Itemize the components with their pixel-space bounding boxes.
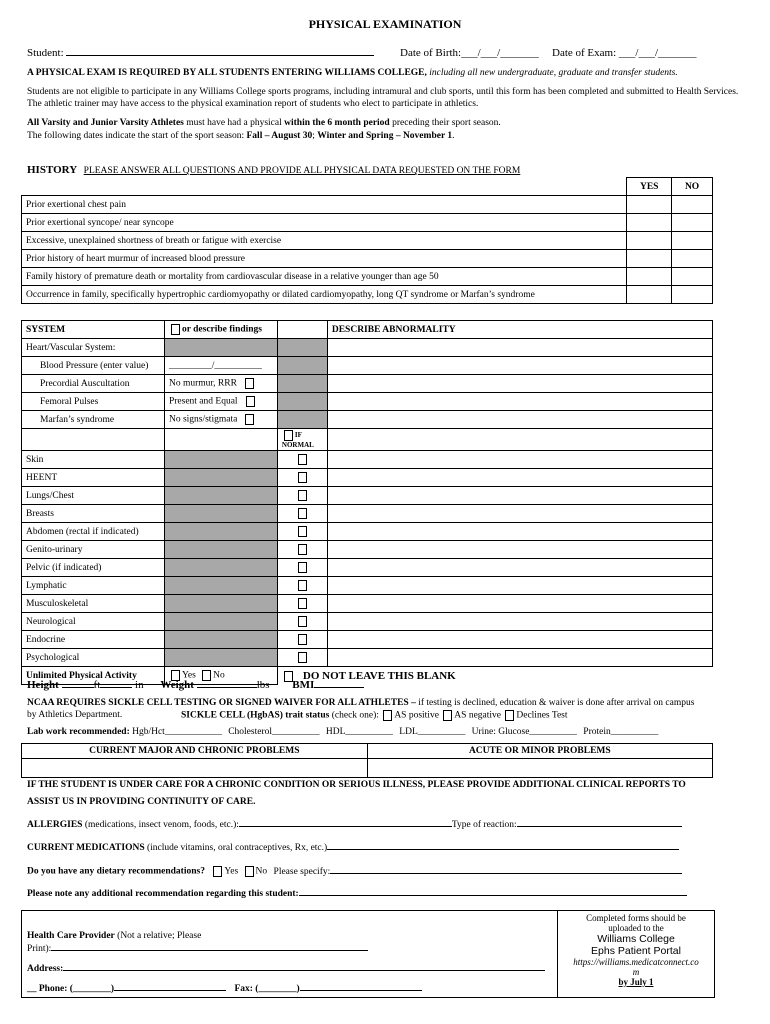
provider-label bbox=[27, 931, 201, 941]
dietary-no: No bbox=[255, 866, 268, 877]
weight-label: Weight bbox=[160, 679, 194, 691]
gray-cell bbox=[164, 613, 277, 631]
history-question: Excessive, unexplained shortness of breath or fatigue with exercise bbox=[22, 232, 627, 250]
gray-cell bbox=[164, 469, 277, 487]
checkbox-icon[interactable] bbox=[298, 580, 307, 591]
precordial-value: No murmur, RRR bbox=[168, 378, 237, 389]
checkbox-icon[interactable] bbox=[443, 710, 452, 721]
sickle-bold: SICKLE CELL (HgbAS) trait status bbox=[181, 710, 330, 721]
system-row bbox=[22, 559, 713, 577]
lab-hgb[interactable]: Hgb/Hct____________ bbox=[132, 727, 222, 737]
abnormality-cell[interactable] bbox=[327, 393, 712, 411]
phone-input[interactable] bbox=[114, 990, 226, 991]
medications-label: CURRENT MEDICATIONS bbox=[27, 843, 145, 853]
allergies-label: ALLERGIES bbox=[27, 820, 83, 830]
activity-label: Unlimited Physical Activity bbox=[22, 667, 165, 685]
gray-cell bbox=[277, 339, 327, 357]
activity-no: No bbox=[213, 670, 225, 681]
phone-fax bbox=[27, 984, 422, 994]
marfan-label: Marfan’s syndrome bbox=[22, 411, 165, 429]
system-label: Abdomen (rectal if indicated) bbox=[22, 523, 165, 541]
acute-header: ACUTE OR MINOR PROBLEMS bbox=[367, 744, 712, 759]
system-row bbox=[22, 649, 713, 667]
weight-input[interactable] bbox=[197, 687, 257, 688]
history-row bbox=[22, 214, 713, 232]
gray-cell bbox=[164, 523, 277, 541]
abnormality-cell[interactable] bbox=[327, 451, 712, 469]
varsity-bold2: within the 6 month period bbox=[284, 118, 390, 128]
system-row bbox=[22, 631, 713, 649]
checkbox-icon bbox=[284, 430, 293, 441]
ncaa-normal: if testing is declined, education & waiver is done after arrival on campus bbox=[415, 698, 695, 708]
abnormality-cell[interactable] bbox=[327, 559, 712, 577]
history-yes-cell[interactable] bbox=[627, 214, 672, 232]
provider-print-label: Print): bbox=[27, 944, 52, 954]
normal-check-cell[interactable] bbox=[277, 559, 327, 577]
provider-print bbox=[27, 944, 368, 954]
upload-line1: Completed forms should be bbox=[586, 913, 686, 923]
normal-check-cell[interactable] bbox=[277, 541, 327, 559]
abnormality-cell[interactable] bbox=[327, 595, 712, 613]
gray-cell bbox=[164, 541, 277, 559]
system-label: Psychological bbox=[22, 649, 165, 667]
blank-cell bbox=[22, 429, 165, 451]
varsity-mid: must have had a physical bbox=[183, 118, 285, 128]
normal-check-cell[interactable] bbox=[277, 577, 327, 595]
provider-rest: (Not a relative; Please bbox=[114, 931, 202, 941]
provider-name-input[interactable] bbox=[51, 950, 368, 951]
gray-cell bbox=[164, 631, 277, 649]
season-dates bbox=[27, 131, 752, 141]
sickle-check-label: (check one): bbox=[331, 710, 379, 721]
history-no-cell[interactable] bbox=[672, 214, 713, 232]
upload-line3: Williams College bbox=[597, 933, 675, 945]
normal-check-cell[interactable] bbox=[277, 523, 327, 541]
medications-input[interactable] bbox=[327, 849, 679, 850]
lbs-label: lbs bbox=[256, 679, 270, 691]
system-table bbox=[21, 320, 713, 685]
provider-box bbox=[21, 910, 715, 998]
gray-cell bbox=[164, 339, 277, 357]
additional-label: Please note any additional recommendation regarding this student: bbox=[27, 889, 299, 899]
dietary-yes: Yes bbox=[224, 866, 239, 877]
allergies-field bbox=[27, 820, 682, 830]
checkbox-icon[interactable] bbox=[383, 710, 392, 721]
if-normal-header bbox=[277, 429, 327, 451]
address-input[interactable] bbox=[63, 970, 545, 971]
lab-label: Lab work recommended: bbox=[27, 727, 130, 737]
abnormality-cell[interactable] bbox=[327, 523, 712, 541]
history-blank bbox=[22, 178, 627, 196]
lab-ldl[interactable]: LDL__________ bbox=[399, 727, 466, 737]
checkbox-icon[interactable] bbox=[245, 378, 254, 389]
dates-winter: Winter and Spring – November 1 bbox=[317, 131, 453, 141]
system-row bbox=[22, 487, 713, 505]
gray-cell bbox=[164, 595, 277, 613]
ncaa-bold: NCAA REQUIRES SICKLE CELL TESTING OR SIGNED WAIVER FOR ALL ATHLETES – bbox=[27, 698, 416, 708]
normal-check-cell[interactable] bbox=[277, 631, 327, 649]
upload-url[interactable]: https://williams.medicatconnect.co bbox=[573, 957, 699, 967]
abnormality-cell[interactable] bbox=[327, 429, 712, 451]
system-label: Endocrine bbox=[22, 631, 165, 649]
marfan-finding[interactable] bbox=[164, 411, 277, 429]
blank-note: DO NOT LEAVE THIS BLANK bbox=[302, 669, 456, 682]
lab-hdl[interactable]: HDL__________ bbox=[325, 727, 393, 737]
checkbox-icon[interactable] bbox=[298, 544, 307, 555]
phone-label[interactable]: __ Phone: (________) bbox=[27, 984, 115, 994]
dob-field[interactable]: Date of Birth:___/___/_______ bbox=[400, 47, 539, 59]
system-label: Lungs/Chest bbox=[22, 487, 165, 505]
gray-cell bbox=[164, 505, 277, 523]
normal-check-cell[interactable] bbox=[277, 469, 327, 487]
checkbox-icon[interactable] bbox=[298, 634, 307, 645]
history-yes-cell[interactable] bbox=[627, 268, 672, 286]
history-question: Occurrence in family, specifically hypertrophic cardiomyopathy or dilated cardiomyopathy, long QT syndrome or Marfan’s syndrome bbox=[22, 286, 627, 304]
femoral-value: Present and Equal bbox=[168, 396, 238, 407]
gray-cell bbox=[164, 451, 277, 469]
normal-check-cell[interactable] bbox=[277, 451, 327, 469]
student-field[interactable] bbox=[27, 47, 374, 59]
precordial-label: Precordial Auscultation bbox=[22, 375, 165, 393]
eligibility-paragraph: Students are not eligible to participate in any Williams College sports programs, including intramural and club sports, until this form has been completed and submitted to Health Services. The athletic trainer may have access to the physical examination report of students who elect to participate in athletics. bbox=[27, 87, 739, 109]
address-label: Address: bbox=[27, 964, 64, 974]
requirement-note bbox=[27, 68, 757, 78]
history-yes-cell[interactable] bbox=[627, 232, 672, 250]
dates-sep: ; bbox=[312, 131, 318, 141]
doe-field[interactable]: Date of Exam: ___/___/_______ bbox=[552, 47, 697, 59]
dietary-specify: Please specify: bbox=[273, 866, 331, 877]
abnormality-cell[interactable] bbox=[327, 541, 712, 559]
gray-cell bbox=[277, 375, 327, 393]
normal-check-cell[interactable] bbox=[277, 505, 327, 523]
system-row bbox=[22, 523, 713, 541]
system-label: HEENT bbox=[22, 469, 165, 487]
abnormality-cell[interactable] bbox=[327, 339, 712, 357]
history-no-cell[interactable] bbox=[672, 250, 713, 268]
care-note-2: ASSIST US IN PROVIDING CONTINUITY OF CARE. bbox=[27, 797, 256, 807]
abnormality-cell[interactable] bbox=[327, 577, 712, 595]
student-input[interactable] bbox=[66, 55, 374, 56]
history-heading bbox=[27, 164, 520, 176]
student-label: Student: bbox=[27, 47, 64, 59]
measurements bbox=[27, 679, 364, 691]
upload-line2: uploaded to the bbox=[608, 923, 664, 933]
if-label: IF bbox=[294, 430, 302, 439]
checkbox-icon[interactable] bbox=[298, 490, 307, 501]
address-field bbox=[27, 964, 545, 974]
allergies-rest: (medications, insect venom, foods, etc.): bbox=[82, 820, 239, 830]
fax-label[interactable]: Fax: (________) bbox=[234, 984, 300, 994]
upload-url-end[interactable]: m bbox=[632, 967, 640, 977]
ncaa-note bbox=[27, 698, 757, 708]
system-row bbox=[22, 595, 713, 613]
normal-check-cell[interactable] bbox=[277, 595, 327, 613]
upload-deadline: by July 1 bbox=[618, 977, 654, 987]
dates-end: . bbox=[452, 131, 455, 141]
gray-cell bbox=[277, 393, 327, 411]
history-no-cell[interactable] bbox=[672, 268, 713, 286]
medications-rest: (include vitamins, oral contraceptives, Rx, etc.) bbox=[144, 843, 328, 853]
system-label: Neurological bbox=[22, 613, 165, 631]
history-row bbox=[22, 196, 713, 214]
ncaa-line2: by Athletics Department. bbox=[27, 710, 123, 720]
care-note-1: IF THE STUDENT IS UNDER CARE FOR A CHRONIC CONDITION OR SERIOUS ILLNESS, PLEASE PROVIDE ADDITIONAL CLINICAL REPORTS TO bbox=[27, 780, 686, 790]
gray-cell bbox=[164, 577, 277, 595]
lab-urine[interactable]: Urine: Glucose__________ bbox=[471, 727, 577, 737]
femoral-finding[interactable] bbox=[164, 393, 277, 411]
history-instruction: PLEASE ANSWER ALL QUESTIONS AND PROVIDE ALL PHYSICAL DATA REQUESTED ON THE FORM bbox=[83, 166, 521, 176]
lab-protein[interactable]: Protein__________ bbox=[583, 727, 659, 737]
marfan-value: No signs/stigmata bbox=[168, 414, 238, 425]
reaction-label: Type of reaction: bbox=[451, 820, 517, 830]
height-ft-input[interactable] bbox=[62, 687, 94, 688]
checkbox-icon[interactable] bbox=[298, 508, 307, 519]
gray-cell bbox=[164, 559, 277, 577]
checkbox-icon[interactable] bbox=[505, 710, 514, 721]
abnormality-cell[interactable] bbox=[327, 375, 712, 393]
checkbox-icon[interactable] bbox=[298, 616, 307, 627]
dates-text: The following dates indicate the start of the sport season: bbox=[27, 131, 247, 141]
abnormality-header: DESCRIBE ABNORMALITY bbox=[327, 321, 712, 339]
checkbox-icon[interactable] bbox=[246, 396, 255, 407]
abnormality-cell[interactable] bbox=[327, 357, 712, 375]
system-label: Pelvic (if indicated) bbox=[22, 559, 165, 577]
history-row bbox=[22, 286, 713, 304]
abnormality-cell[interactable] bbox=[327, 411, 712, 429]
checkbox-icon[interactable] bbox=[213, 866, 222, 877]
system-row bbox=[22, 469, 713, 487]
dietary-question: Do you have any dietary recommendations? bbox=[27, 866, 205, 877]
history-title: HISTORY bbox=[27, 164, 78, 176]
checkbox-icon bbox=[171, 324, 180, 335]
checkbox-icon[interactable] bbox=[298, 454, 307, 465]
system-header: SYSTEM bbox=[22, 321, 165, 339]
height-label: Height bbox=[27, 679, 59, 691]
gray-cell bbox=[164, 649, 277, 667]
varsity-note bbox=[27, 118, 752, 128]
system-label: Musculoskeletal bbox=[22, 595, 165, 613]
system-row bbox=[22, 541, 713, 559]
history-row bbox=[22, 232, 713, 250]
checkbox-icon[interactable] bbox=[298, 652, 307, 663]
heart-label: Heart/Vascular System: bbox=[22, 339, 165, 357]
reaction-input[interactable] bbox=[517, 826, 682, 827]
normal-check-cell[interactable] bbox=[277, 487, 327, 505]
history-row bbox=[22, 268, 713, 286]
lab-cholesterol[interactable]: Cholesterol__________ bbox=[228, 727, 320, 737]
sickle-cell-options bbox=[181, 710, 568, 721]
provider-bold: Health Care Provider bbox=[27, 931, 115, 941]
system-row bbox=[22, 505, 713, 523]
precordial-finding[interactable] bbox=[164, 375, 277, 393]
findings-header-label: or describe findings bbox=[181, 324, 263, 335]
in-label: in bbox=[135, 679, 144, 691]
additional-input[interactable] bbox=[299, 895, 687, 896]
chronic-header: CURRENT MAJOR AND CHRONIC PROBLEMS bbox=[22, 744, 368, 759]
abnormality-cell[interactable] bbox=[327, 469, 712, 487]
abnormality-cell[interactable] bbox=[327, 613, 712, 631]
history-no-cell[interactable] bbox=[672, 196, 713, 214]
normal-check-cell[interactable] bbox=[277, 649, 327, 667]
checkbox-icon[interactable] bbox=[298, 598, 307, 609]
system-label: Skin bbox=[22, 451, 165, 469]
dates-fall: Fall – August 30 bbox=[246, 131, 313, 141]
requirement-italic: including all new undergraduate, graduate and transfer students. bbox=[429, 68, 678, 78]
gray-cell bbox=[277, 357, 327, 375]
history-yes-cell[interactable] bbox=[627, 250, 672, 268]
history-question: Prior history of heart murmur of increased blood pressure bbox=[22, 250, 627, 268]
page-title: PHYSICAL EXAMINATION bbox=[308, 17, 462, 31]
abnormality-cell[interactable] bbox=[327, 649, 712, 667]
declines-test: Declines Test bbox=[516, 710, 568, 721]
chronic-input[interactable] bbox=[22, 759, 368, 778]
femoral-label: Femoral Pulses bbox=[22, 393, 165, 411]
gray-cell bbox=[164, 487, 277, 505]
system-row bbox=[22, 451, 713, 469]
dietary-input[interactable] bbox=[330, 873, 682, 874]
abnormality-cell[interactable] bbox=[327, 505, 712, 523]
checkbox-icon[interactable] bbox=[298, 472, 307, 483]
history-question: Family history of premature death or mortality from cardiovascular disease in a relative younger than age 50 bbox=[22, 268, 627, 286]
normal-check-cell[interactable] bbox=[277, 613, 327, 631]
abnormality-cell[interactable] bbox=[327, 487, 712, 505]
allergies-input[interactable] bbox=[239, 826, 452, 827]
history-no-header: NO bbox=[672, 178, 713, 196]
history-question: Prior exertional chest pain bbox=[22, 196, 627, 214]
system-row bbox=[22, 577, 713, 595]
checkbox-icon[interactable] bbox=[245, 866, 254, 877]
bp-input[interactable]: _________/__________ bbox=[164, 357, 277, 375]
abnormality-cell[interactable] bbox=[327, 631, 712, 649]
acute-input[interactable] bbox=[367, 759, 712, 778]
history-no-cell[interactable] bbox=[672, 232, 713, 250]
history-row bbox=[22, 250, 713, 268]
varsity-bold: All Varsity and Junior Varsity Athletes bbox=[27, 118, 184, 128]
activity-yes: Yes bbox=[181, 670, 196, 681]
system-label: Genito-urinary bbox=[22, 541, 165, 559]
findings-blank bbox=[277, 321, 327, 339]
additional-field bbox=[27, 889, 687, 899]
ft-label: ft bbox=[93, 679, 101, 691]
blank-cell bbox=[164, 429, 277, 451]
dietary-field bbox=[27, 866, 682, 877]
normal-label: NORMAL bbox=[281, 440, 314, 449]
history-yes-header: YES bbox=[627, 178, 672, 196]
height-in-input[interactable] bbox=[100, 687, 132, 688]
history-yes-cell[interactable] bbox=[627, 286, 672, 304]
medications-field bbox=[27, 843, 679, 853]
history-question: Prior exertional syncope/ near syncope bbox=[22, 214, 627, 232]
gray-cell bbox=[277, 411, 327, 429]
system-row bbox=[22, 613, 713, 631]
varsity-end: preceding their sport season. bbox=[389, 118, 501, 128]
checkbox-icon[interactable] bbox=[298, 562, 307, 573]
findings-header bbox=[164, 321, 277, 339]
as-positive: AS positive bbox=[394, 710, 439, 721]
bmi-label: BMI bbox=[292, 679, 315, 691]
upload-note bbox=[557, 911, 714, 997]
problems-table bbox=[21, 743, 713, 778]
upload-line4: Ephs Patient Portal bbox=[591, 945, 681, 957]
checkbox-icon[interactable] bbox=[298, 526, 307, 537]
system-label: Breasts bbox=[22, 505, 165, 523]
system-label: Lymphatic bbox=[22, 577, 165, 595]
history-no-cell[interactable] bbox=[672, 286, 713, 304]
bp-label: Blood Pressure (enter value) bbox=[22, 357, 165, 375]
checkbox-icon[interactable] bbox=[245, 414, 254, 425]
history-yes-cell[interactable] bbox=[627, 196, 672, 214]
bmi-input[interactable] bbox=[314, 687, 364, 688]
lab-work bbox=[27, 727, 658, 737]
fax-input[interactable] bbox=[300, 990, 422, 991]
history-table bbox=[21, 177, 713, 304]
as-negative: AS negative bbox=[454, 710, 501, 721]
requirement-bold: A PHYSICAL EXAM IS REQUIRED BY ALL STUDENTS ENTERING WILLIAMS COLLEGE, bbox=[27, 68, 427, 78]
